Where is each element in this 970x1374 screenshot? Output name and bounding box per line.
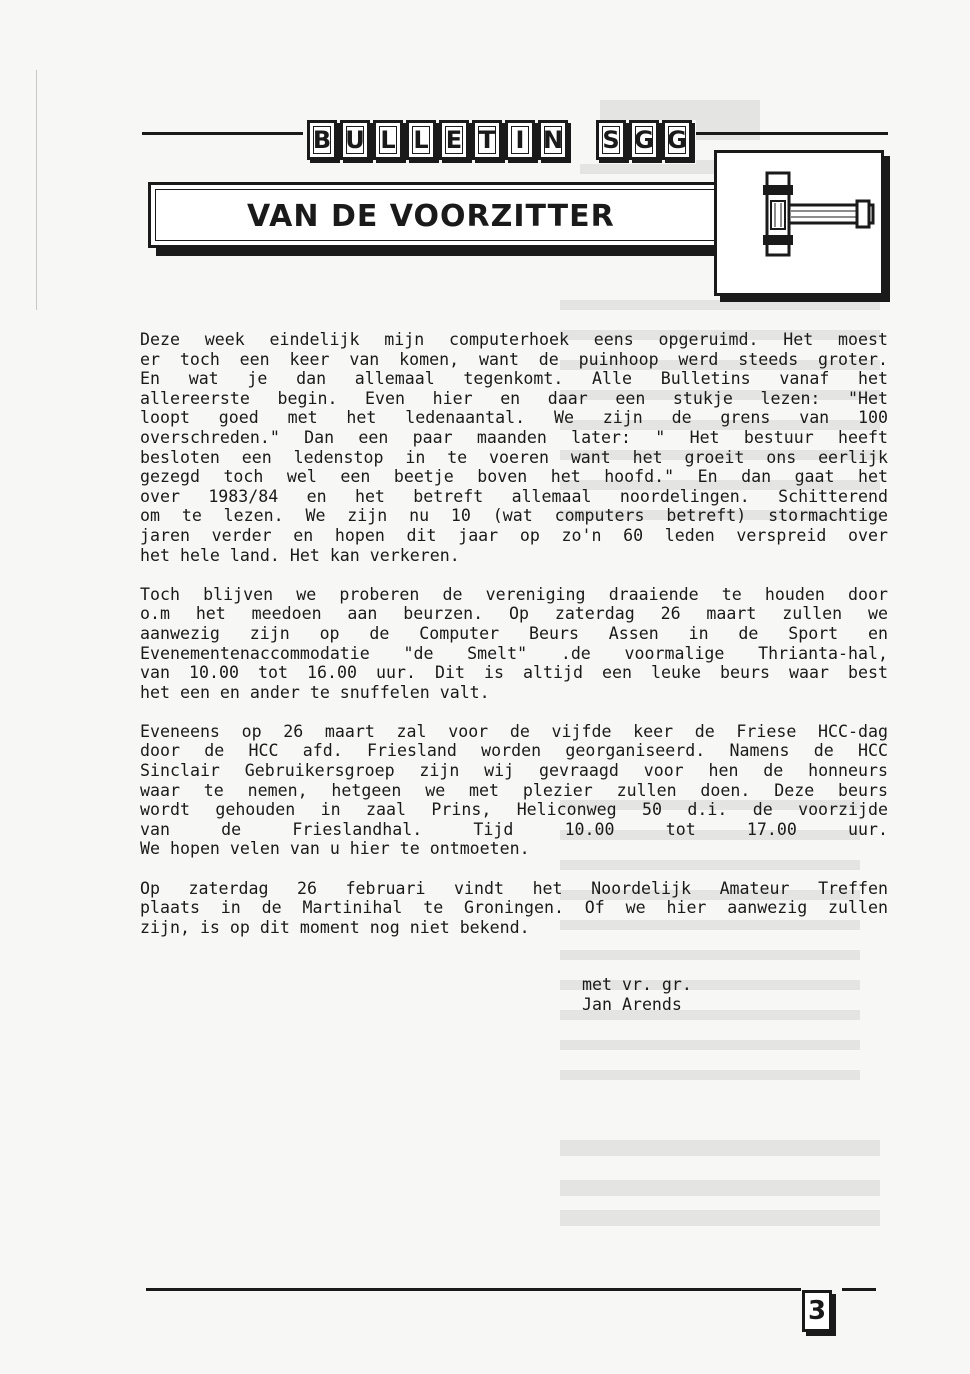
text-line: over 1983/84 en het betreft allemaal noordelingen. Schitterend (140, 486, 888, 506)
text-line: er toch een keer van komen, want de puinhoop werd steeds groter. (140, 349, 888, 369)
text-line: zijn, is op dit moment nog niet bekend. (140, 917, 530, 937)
page-number: 3 (802, 1290, 832, 1332)
text-line: jaren verder en hopen dit jaar op zo'n 60 leden verspreid over (140, 525, 888, 545)
gavel-illustration-box (714, 150, 884, 296)
logo-letter-tile: N (538, 120, 568, 160)
text-line: loopt goed met het ledenaantal. We zijn de grens van 100 (140, 408, 888, 428)
text-line: door de HCC afd. Friesland worden georganiseerd. Namens de HCC (140, 741, 888, 761)
section-title: VAN DE VOORZITTER (247, 199, 615, 234)
gavel-icon (717, 153, 881, 293)
logo-letter-tile: E (439, 120, 469, 160)
text-line: besloten een ledenstop in te voeren want het groeit ons eerlijk (140, 447, 888, 467)
section-title-box (148, 182, 748, 248)
logo-letter-tile: G (629, 120, 659, 160)
article-paragraph (140, 879, 888, 938)
text-line: om te lezen. We zijn nu 10 (wat computers betreft) stormachtige (140, 506, 888, 526)
article-body (140, 330, 888, 937)
text-line: van 10.00 tot 16.00 uur. Dit is altijd een leuke beurs waar best (140, 663, 888, 683)
text-line: Op zaterdag 26 februari vindt het Noordelijk Amateur Treffen (140, 878, 888, 898)
footer-rule (146, 1288, 801, 1291)
text-line: En wat je dan allemaal tegenkomt. Alle Bulletins vanaf het (140, 369, 888, 389)
text-line: Evenementenaccommodatie "de Smelt" .de voormalige Thrianta-hal, (140, 643, 888, 663)
logo-letter-tile: L (373, 120, 403, 160)
bulletin-sgg-logo (303, 120, 696, 164)
logo-letter-tile: U (340, 120, 370, 160)
logo-letter-tile: B (307, 120, 337, 160)
logo-letter-tile: T (472, 120, 502, 160)
text-line: overschreden." Dan een paar maanden later: " Het bestuur heeft (140, 427, 888, 447)
article-paragraph (140, 585, 888, 703)
text-line: van de Frieslandhal. Tijd 10.00 tot 17.00 uur. (140, 819, 888, 839)
text-line: Eveneens op 26 maart zal voor de vijfde keer de Friese HCC-dag (140, 721, 888, 741)
text-line: Sinclair Gebruikersgroep zijn wij gevraagd voor hen de honneurs (140, 761, 888, 781)
text-line: het een en ander te snuffelen valt. (140, 682, 490, 702)
logo-gap (571, 120, 593, 164)
text-line: aanwezig zijn op de Computer Beurs Assen in de Sport en (140, 623, 888, 643)
margin-mark (36, 70, 37, 310)
text-line: wordt gehouden in zaal Prins, Heliconweg 50 d.i. de voorzijde (140, 800, 888, 820)
article-paragraph (140, 722, 888, 859)
signature-block (582, 975, 692, 1014)
footer-rule-right (842, 1288, 876, 1291)
logo-letter-tile: G (662, 120, 692, 160)
text-line: gezegd toch wel een beetje boven het hoofd." En dan gaat het (140, 467, 888, 487)
text-line: Toch blijven we proberen de vereniging draaiende te houden door (140, 584, 888, 604)
logo-letter-tile: S (596, 120, 626, 160)
closing-line: met vr. gr. (582, 975, 692, 994)
text-line: We hopen velen van u hier te ontmoeten. (140, 839, 530, 859)
text-line: Deze week eindelijk mijn computerhoek eens opgeruimd. Het moest (140, 330, 888, 349)
author-name: Jan Arends (582, 994, 682, 1014)
text-line: o.m het meedoen aan beurzen. Op zaterdag 26 maart zullen we (140, 604, 888, 624)
logo-letter-tile: L (406, 120, 436, 160)
text-line: allereerste begin. Even hier en daar een stukje lezen: "Het (140, 388, 888, 408)
text-line: waar te nemen, hetgeen we met plezier zullen doen. Deze beurs (140, 780, 888, 800)
logo-letter-tile: I (505, 120, 535, 160)
article-paragraph (140, 330, 888, 565)
text-line: het hele land. Het kan verkeren. (140, 545, 460, 565)
text-line: plaats in de Martinihal te Groningen. Of we hier aanwezig zullen (140, 898, 888, 918)
